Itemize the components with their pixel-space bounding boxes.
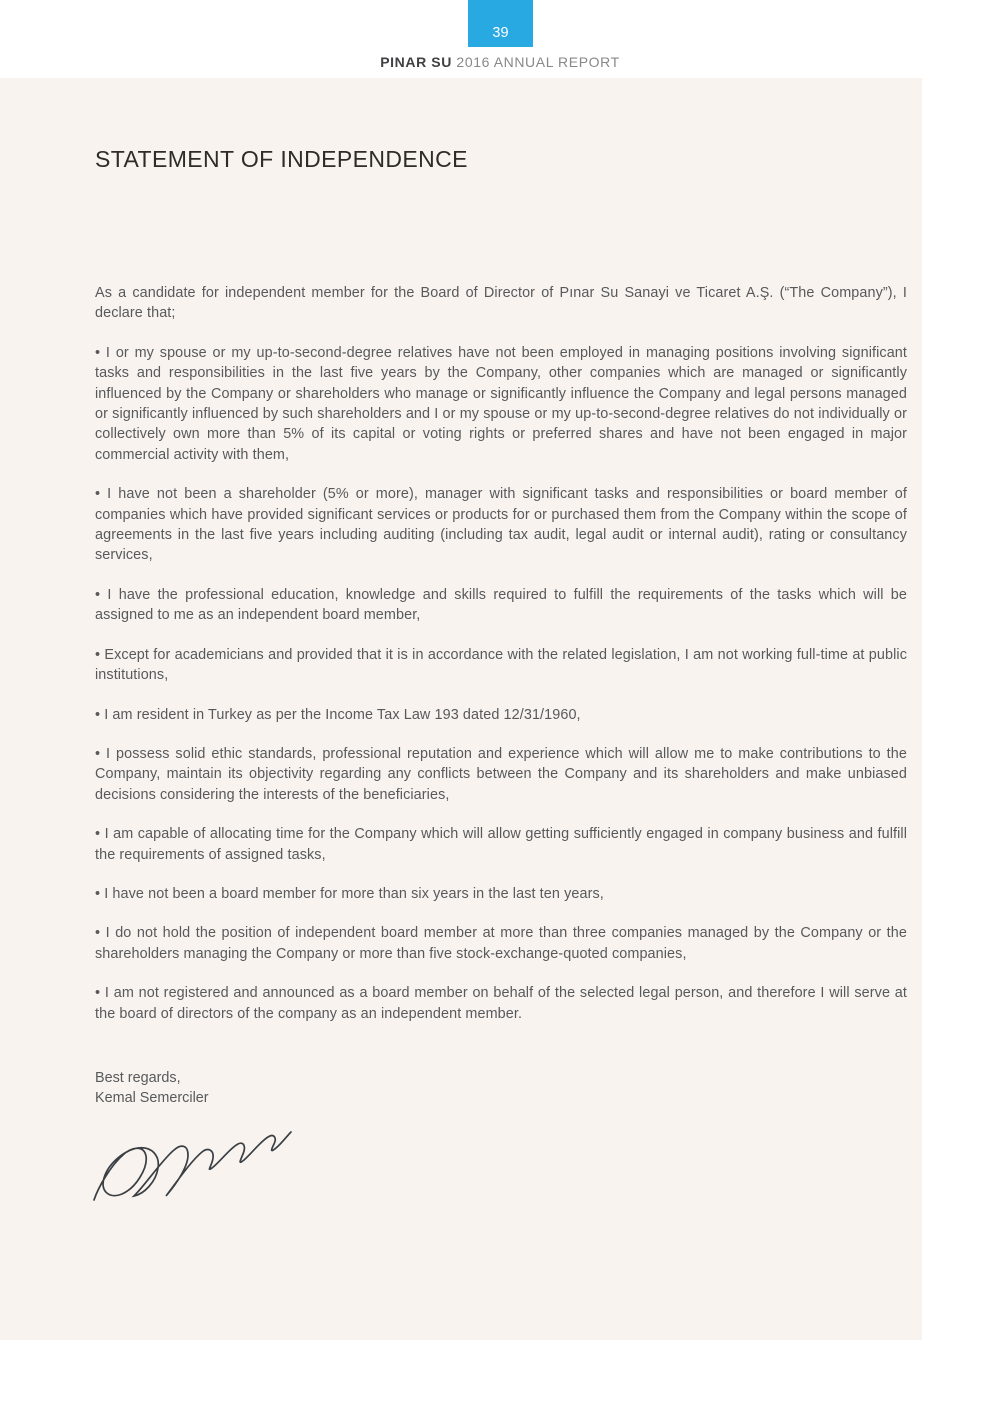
signature-stroke [94,1132,291,1200]
signature-image [88,1108,293,1203]
bullet-item: • I have not been a shareholder (5% or more), manager with significant tasks and responsibilities or board member of companies which have provided significant services or products for or purchased them from the Company within the scope of agreements in the last five years including auditing (including tax audit, legal audit or internal audit), rating or consultancy services, [95,486,907,564]
page-number: 39 [492,24,509,41]
signer-name: Kemal Semerciler [95,1090,209,1107]
bullet-item: • I am capable of allocating time for the Company which will allow getting sufficiently engaged in company business and fulfill the requirements of assigned tasks, [95,826,907,863]
closing-block [95,1068,209,1109]
page-number-badge [468,0,533,47]
bullet-item: • I have the professional education, knowledge and skills required to fulfill the requirements of the tasks which will be assigned to me as an independent board member, [95,586,907,624]
letter-body [95,283,907,1043]
bullet-item: • I am resident in Turkey as per the Income Tax Law 193 dated 12/31/1960, [95,706,581,723]
bullet-item: • I have not been a board member for more than six years in the last ten years, [95,885,604,902]
report-title-rest: 2016 ANNUAL REPORT [451,54,620,70]
top-header [0,0,1000,78]
intro-paragraph: As a candidate for independent member for the Board of Director of Pınar Su Sanayi ve Ticaret A.Ş. (“The Company”), I declare that; [95,285,907,322]
bullet-item: • I possess solid ethic standards, professional reputation and experience which will allow me to make contributions to the Company, maintain its objectivity regarding any conflicts between the Company and its shareholders and make unbiased decisions considering the interests of the beneficiaries, [95,745,907,803]
bullet-item: • Except for academicians and provided that it is in accordance with the related legislation, I am not working full-time at public institutions, [95,646,907,684]
bullet-item: • I or my spouse or my up-to-second-degree relatives have not been employed in managing positions involving significant tasks and responsibilities in the last five years by the Company, other companies which are managed or significantly influenced by the Company or shareholders who manage or significantly influence the Company and legal persons managed or significantly influenced by such shareholders and I or my spouse or my up-to-second-degree relatives do not individually or collectively own more than 5% of its capital or voting rights or preferred shares and have not been engaged in major commercial activity with them, [95,344,907,463]
report-header [0,54,1000,70]
bullet-item: • I am not registered and announced as a board member on behalf of the selected legal person, and therefore I will serve at the board of directors of the company as an independent member. [95,985,907,1022]
report-brand: PINAR SU [380,54,452,70]
statement-title: STATEMENT OF INDEPENDENCE [95,146,468,172]
bullet-item: • I do not hold the position of independent board member at more than three companies managed by the Company or the shareholders managing the Company or more than five stock-exchange-quoted companies, [95,925,907,962]
closing-text: Best regards, [95,1070,181,1086]
